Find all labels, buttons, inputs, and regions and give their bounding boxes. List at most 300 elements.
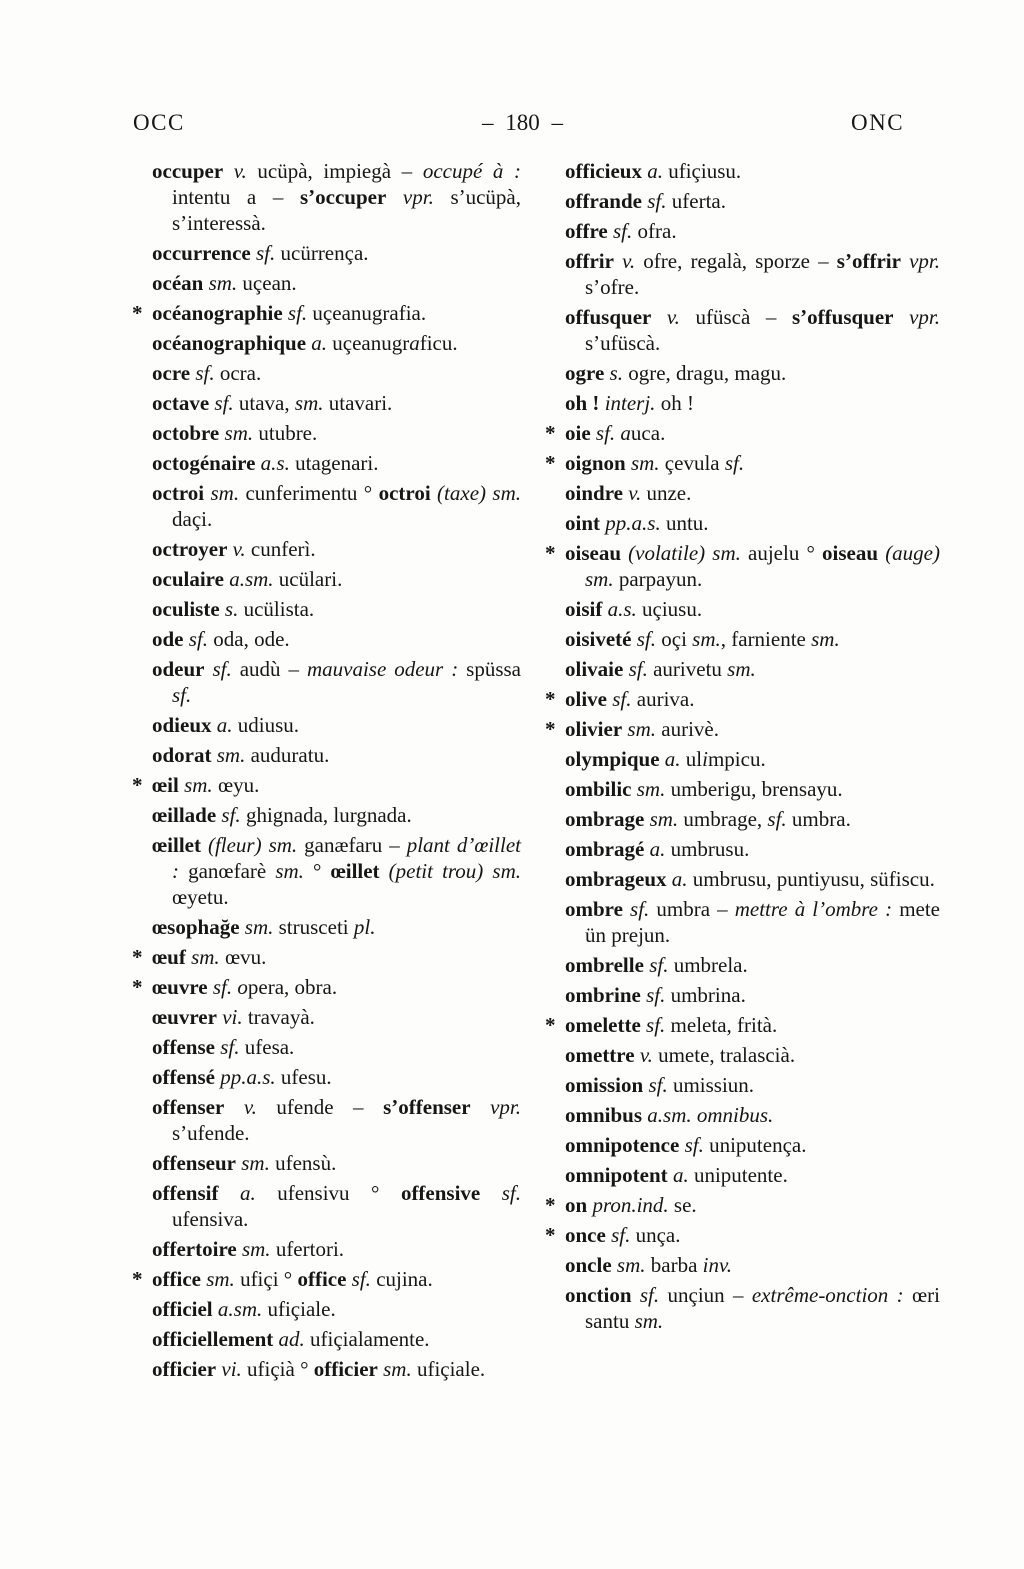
grammar-label: a. — [211, 713, 233, 737]
dictionary-entry — [545, 1012, 940, 1038]
headword: omelette — [565, 1013, 641, 1037]
translation-text: se. — [668, 1193, 697, 1217]
headword: œillet — [330, 859, 380, 883]
dictionary-entry — [548, 982, 940, 1008]
dictionary-entry — [545, 540, 940, 592]
headword: offenser — [152, 1095, 225, 1119]
translation-text: daçi. — [172, 507, 213, 531]
translation-text: s’ufüscà. — [585, 331, 661, 355]
grammar-label: sm. — [211, 743, 246, 767]
grammar-label: v. — [634, 1043, 653, 1067]
headword: ode — [152, 627, 184, 651]
translation-text: travayà. — [242, 1005, 315, 1029]
translation-text: ufüscà – — [679, 305, 792, 329]
grammar-label: sm. — [239, 915, 274, 939]
headword: oindre — [565, 481, 623, 505]
homonym-star: * — [545, 717, 556, 741]
headword: onction — [565, 1283, 632, 1307]
headword: odeur — [152, 657, 205, 681]
translation-text: uçeanugrafia. — [307, 301, 427, 325]
dictionary-entry — [135, 1150, 521, 1176]
dictionary-entry — [132, 1266, 521, 1292]
dictionary-entry — [135, 596, 521, 622]
grammar-label: a.sm. — [212, 1297, 263, 1321]
dictionary-entry — [135, 158, 521, 236]
grammar-label: sf. — [480, 1181, 522, 1205]
grammar-label: (petit trou) sm. — [379, 859, 521, 883]
homonym-star: * — [545, 1193, 556, 1217]
grammar-label: v. — [651, 305, 680, 329]
translation-text: oda, ode. — [208, 627, 290, 651]
headword: olivaie — [565, 657, 624, 681]
grammar-label: sm. — [611, 1253, 646, 1277]
headword: oculiste — [152, 597, 220, 621]
left-column — [132, 158, 522, 1386]
headword: ombrage — [565, 807, 645, 831]
grammar-label: sm. — [203, 271, 238, 295]
grammar-label: a.sm. — [223, 567, 274, 591]
translation-text: ufesa. — [239, 1035, 295, 1059]
grammar-label: vi. — [216, 1357, 242, 1381]
headword: œuf — [152, 945, 186, 969]
translation-text: mete ün prejun. — [585, 897, 940, 947]
translation-text: ucülista. — [238, 597, 315, 621]
dictionary-entry — [545, 420, 940, 446]
dictionary-entry — [548, 1102, 940, 1128]
right-column — [545, 158, 941, 1338]
grammar-label: vpr. — [900, 249, 941, 273]
translation-text: umete, tralascià. — [652, 1043, 796, 1067]
translation-text: ucürrença. — [275, 241, 369, 265]
headword: œuvre — [152, 975, 208, 999]
dictionary-entry — [548, 806, 940, 832]
homonym-star: * — [545, 421, 556, 445]
grammar-label: sf. — [622, 897, 650, 921]
dictionary-entry — [132, 974, 521, 1000]
homonym-star: * — [132, 945, 143, 969]
translation-text: cujina. — [370, 1267, 433, 1291]
translation-text: ucüpà, impiegà – — [246, 159, 423, 183]
dictionary-entry — [135, 1004, 521, 1030]
dictionary-entry — [135, 420, 521, 446]
translation-text: ufiçiale. — [411, 1357, 486, 1381]
dictionary-entry — [135, 536, 521, 562]
translation-text: ul — [680, 747, 703, 771]
grammar-label: a. — [659, 747, 681, 771]
grammar-label: inv. — [702, 1253, 732, 1277]
dictionary-entry — [135, 656, 521, 708]
translation-text: auduratu. — [245, 743, 330, 767]
translation-text: umbrage, — [678, 807, 768, 831]
translation-text: ufiçiale. — [262, 1297, 336, 1321]
grammar-label: sf. — [631, 627, 656, 651]
headword: offensif — [152, 1181, 219, 1205]
translation-text: udiusu. — [232, 713, 300, 737]
headword: oignon — [565, 451, 626, 475]
translation-text: cunferimentu ° — [239, 481, 379, 505]
translation-text: ganœfarè — [179, 859, 276, 883]
grammar-label: a. — [218, 1181, 256, 1205]
dictionary-entry — [548, 158, 940, 184]
translation-text: unze. — [641, 481, 692, 505]
dictionary-entry — [135, 1326, 521, 1352]
dictionary-entry — [545, 716, 940, 742]
grammar-label: sf. — [643, 953, 669, 977]
translation-text: audù – — [231, 657, 307, 681]
headword: octave — [152, 391, 210, 415]
translation-text: aujelu ° — [740, 541, 823, 565]
dictionary-entry — [548, 596, 940, 622]
dictionary-entry — [548, 510, 940, 536]
dictionary-entry — [135, 626, 521, 652]
translation-text: meleta, frità. — [665, 1013, 778, 1037]
translation-text: umbrina. — [665, 983, 746, 1007]
translation-text: oçi — [656, 627, 693, 651]
headword: olympique — [565, 747, 660, 771]
grammar-label: sm. — [631, 777, 666, 801]
grammar-label: sm. — [811, 627, 840, 651]
translation-text: ufiçià ° — [241, 1357, 314, 1381]
dictionary-entry — [135, 914, 521, 940]
translation-text: s’ufende. — [172, 1121, 250, 1145]
grammar-label: sm. — [622, 717, 656, 741]
headword: œillet — [152, 833, 201, 857]
grammar-label: sf. — [607, 219, 633, 243]
translation-text: uca. — [630, 421, 666, 445]
grammar-label: sm. — [644, 807, 679, 831]
dictionary-entry — [135, 390, 521, 416]
grammar-label: a. — [306, 331, 328, 355]
headword: octogénaire — [152, 451, 256, 475]
dictionary-entry — [545, 1222, 940, 1248]
grammar-label: pp.a.s. — [600, 511, 661, 535]
grammar-label: sm. — [185, 945, 220, 969]
translation-text: ufensù. — [269, 1151, 337, 1175]
headword: officier — [313, 1357, 378, 1381]
grammar-label: sm. — [634, 1309, 664, 1333]
headword: ombre — [565, 897, 623, 921]
headword: offensé — [152, 1065, 215, 1089]
headword: offusquer — [565, 305, 652, 329]
headword: oncle — [565, 1253, 612, 1277]
dictionary-entry — [548, 248, 940, 300]
homonym-star: * — [545, 541, 556, 565]
headword: s’offrir — [836, 249, 901, 273]
headword: odorat — [152, 743, 212, 767]
headword: océan — [152, 271, 204, 295]
grammar-label: v. — [227, 537, 246, 561]
page-header-right-guideword: ONC — [851, 110, 905, 135]
translation-text: ufesu. — [275, 1065, 332, 1089]
headword: occurrence — [152, 241, 251, 265]
grammar-label: sm. — [200, 1267, 235, 1291]
dictionary-entry — [135, 712, 521, 738]
headword: offrir — [565, 249, 614, 273]
dictionary-entry — [135, 1236, 521, 1262]
grammar-label: mauvaise odeur : — [306, 657, 459, 681]
headword: octroi — [152, 481, 205, 505]
translation-text: œvu. — [219, 945, 267, 969]
grammar-label: plant d’œillet : — [172, 833, 521, 883]
grammar-label: sm. — [625, 451, 660, 475]
homonym-star: * — [132, 773, 143, 797]
translation-text: cunferì. — [245, 537, 316, 561]
headword: officier — [152, 1357, 217, 1381]
grammar-label: sm. — [294, 391, 324, 415]
dictionary-entry — [135, 566, 521, 592]
headword: ombragé — [565, 837, 645, 861]
dictionary-entry — [548, 390, 940, 416]
translation-text: ufiçialamente. — [304, 1327, 430, 1351]
translation-text: umbrusu. — [665, 837, 750, 861]
homonym-star: * — [132, 301, 143, 325]
dictionary-entry — [135, 1296, 521, 1322]
dictionary-entry — [548, 1042, 940, 1068]
translation-text: aurivè. — [656, 717, 719, 741]
translation-text: mpicu. — [707, 747, 766, 771]
headword: œillade — [152, 803, 217, 827]
headword: ogre — [565, 361, 605, 385]
grammar-label: a. — [667, 1163, 689, 1187]
dictionary-entry — [548, 1282, 940, 1334]
headword: offenseur — [152, 1151, 236, 1175]
translation-text: auriva. — [631, 687, 695, 711]
translation-text: unçiun – — [659, 1283, 752, 1307]
headword: oisif — [565, 597, 603, 621]
dictionary-entry — [135, 832, 521, 910]
dictionary-entry — [548, 836, 940, 862]
dictionary-entry — [135, 450, 521, 476]
dictionary-entry — [548, 1072, 940, 1098]
headword: s’offusquer — [791, 305, 894, 329]
grammar-label: a.sm. omnibus. — [642, 1103, 774, 1127]
page-header-left-guideword: OCC — [133, 110, 185, 135]
dictionary-entry — [548, 626, 940, 652]
grammar-label: sf. — [724, 451, 745, 475]
grammar-label: sm. — [727, 657, 756, 681]
translation-text: ucülari. — [273, 567, 343, 591]
grammar-label: sf. — [679, 1133, 704, 1157]
grammar-label: sf. — [183, 627, 209, 651]
headword: œuvrer — [152, 1005, 217, 1029]
headword: oiseau — [822, 541, 879, 565]
headword: ombrine — [565, 983, 641, 1007]
headword: offre — [565, 219, 608, 243]
grammar-label: sm. — [235, 1151, 270, 1175]
headword: s’offenser — [383, 1095, 471, 1119]
translation-text: aurivetu — [647, 657, 728, 681]
dictionary-entry — [132, 772, 521, 798]
dictionary-entry — [135, 1034, 521, 1060]
translation-text: ufende – — [256, 1095, 384, 1119]
grammar-label: sm. — [275, 859, 304, 883]
dictionary-entry — [548, 1162, 940, 1188]
translation-text: uçiusu. — [636, 597, 703, 621]
headword: s’occuper — [299, 185, 387, 209]
grammar-label: sf. — [642, 189, 667, 213]
translation-text: ficu. — [419, 331, 458, 355]
grammar-label: a.s. — [255, 451, 290, 475]
headword: oiseau — [565, 541, 622, 565]
grammar-label: sf. — [767, 807, 787, 831]
translation-text: ogre, dragu, magu. — [622, 361, 787, 385]
headword: omission — [565, 1073, 644, 1097]
grammar-label: extrême-onction : — [751, 1283, 904, 1307]
grammar-label: sf. — [209, 391, 234, 415]
grammar-label: sf. o — [207, 975, 248, 999]
grammar-label: sm. — [377, 1357, 412, 1381]
headword: omnipotent — [565, 1163, 668, 1187]
headword: officiel — [152, 1297, 213, 1321]
grammar-label: sm. — [178, 773, 213, 797]
translation-text: ofre, regalà, sporze – — [635, 249, 837, 273]
translation-text: utava, — [233, 391, 295, 415]
grammar-label: v. — [223, 159, 247, 183]
dictionary-entry — [135, 270, 521, 296]
grammar-label: sf. a — [590, 421, 631, 445]
dictionary-entry — [548, 218, 940, 244]
headword: ombrageux — [565, 867, 667, 891]
translation-text: strusceti — [273, 915, 354, 939]
dictionary-entry — [135, 330, 521, 356]
grammar-label: sf. — [631, 1283, 660, 1307]
translation-text: ofra. — [632, 219, 677, 243]
headword: ocre — [152, 361, 191, 385]
grammar-label: ad. — [273, 1327, 305, 1351]
headword: omnipotence — [565, 1133, 680, 1157]
translation-text: ghignada, lurgnada. — [240, 803, 412, 827]
headword: occuper — [152, 159, 224, 183]
translation-text: umbra. — [786, 807, 851, 831]
headword: on — [565, 1193, 588, 1217]
dictionary-entry — [548, 188, 940, 214]
translation-text: uniputença. — [703, 1133, 807, 1157]
headword: oie — [565, 421, 591, 445]
translation-text: untu. — [660, 511, 709, 535]
translation-text: œyetu. — [172, 885, 229, 909]
translation-text: utavari. — [323, 391, 393, 415]
translation-text: umbra – — [649, 897, 735, 921]
grammar-label: sf. — [172, 683, 192, 707]
dictionary-entry — [548, 304, 940, 356]
translation-text: œyu. — [212, 773, 260, 797]
translation-text: unça. — [630, 1223, 681, 1247]
grammar-label: sf. — [216, 803, 241, 827]
headword: odieux — [152, 713, 212, 737]
dictionary-entry — [548, 896, 940, 948]
homonym-star: * — [545, 1223, 556, 1247]
headword: offrande — [565, 189, 642, 213]
headword: octobre — [152, 421, 220, 445]
dictionary-entry — [132, 944, 521, 970]
translation-text: umbrela. — [668, 953, 748, 977]
grammar-label: sf. — [214, 1035, 240, 1059]
translation-text: ufiçiusu. — [662, 159, 742, 183]
translation-text: ufensivu ° — [255, 1181, 401, 1205]
dictionary-entry — [135, 1180, 521, 1232]
grammar-label: vpr. — [893, 305, 940, 329]
grammar-label: a. — [644, 837, 666, 861]
grammar-label: v. — [622, 481, 642, 505]
grammar-label: s. — [604, 361, 623, 385]
dictionary-entry — [548, 1252, 940, 1278]
headword: officieux — [565, 159, 642, 183]
translation-text: pera, obra. — [247, 975, 338, 999]
grammar-label: vi. — [216, 1005, 243, 1029]
grammar-label: sf. — [605, 1223, 631, 1247]
grammar-label: a. — [641, 159, 663, 183]
homonym-star: * — [545, 1013, 556, 1037]
grammar-label: (volatile) sm. — [621, 541, 741, 565]
headword: oisiveté — [565, 627, 632, 651]
dictionary-entry — [548, 866, 940, 892]
grammar-label: sf. — [190, 361, 215, 385]
grammar-label: pp.a.s. — [214, 1065, 276, 1089]
grammar-label: a.s. — [602, 597, 637, 621]
headword: octroi — [378, 481, 431, 505]
translation-text: utagenari. — [289, 451, 379, 475]
dictionary-entry — [135, 802, 521, 828]
headword: omettre — [565, 1043, 635, 1067]
translation-text: ganæfaru – — [297, 833, 407, 857]
headword: oint — [565, 511, 601, 535]
grammar-label: sm. — [204, 481, 240, 505]
translation-text: uçean. — [237, 271, 297, 295]
dictionary-entry — [545, 450, 940, 476]
grammar-label: sm. — [692, 627, 721, 651]
translation-text: umberigu, brensayu. — [665, 777, 843, 801]
dictionary-entry — [545, 686, 940, 712]
dictionary-entry — [548, 480, 940, 506]
grammar-label: i — [702, 747, 708, 771]
headword: octroyer — [152, 537, 228, 561]
dictionary-entry — [548, 746, 940, 772]
headword: once — [565, 1223, 606, 1247]
headword: ombilic — [565, 777, 632, 801]
headword: œil — [152, 773, 179, 797]
grammar-label: mettre à l’ombre : — [734, 897, 893, 921]
translation-text: ufiçi ° — [234, 1267, 298, 1291]
dictionary-entry — [548, 776, 940, 802]
headword: offense — [152, 1035, 215, 1059]
headword: oculaire — [152, 567, 224, 591]
grammar-label: sm. — [236, 1237, 271, 1261]
grammar-label: sm. — [219, 421, 254, 445]
translation-text: spüssa — [458, 657, 521, 681]
translation-text: ufensiva. — [172, 1207, 249, 1231]
dictionary-entry — [548, 360, 940, 386]
dictionary-entry — [548, 952, 940, 978]
headword: olive — [565, 687, 607, 711]
grammar-label: a. — [666, 867, 688, 891]
dictionary-entry — [548, 656, 940, 682]
grammar-label: sf. — [282, 301, 308, 325]
grammar-label: vpr. — [470, 1095, 522, 1119]
dictionary-entry — [135, 1356, 521, 1382]
grammar-label: sf. — [346, 1267, 371, 1291]
grammar-label: pl. — [353, 915, 376, 939]
translation-text: barba — [645, 1253, 703, 1277]
headword: océanographique — [152, 331, 307, 355]
headword: oh ! — [565, 391, 600, 415]
translation-text: ° — [303, 859, 331, 883]
translation-text: œri santu — [585, 1283, 941, 1333]
translation-text: çevula — [659, 451, 725, 475]
grammar-label: pron.ind. — [587, 1193, 669, 1217]
translation-text: uferta. — [666, 189, 726, 213]
grammar-label: a — [409, 331, 420, 355]
grammar-label: vpr. — [386, 185, 434, 209]
